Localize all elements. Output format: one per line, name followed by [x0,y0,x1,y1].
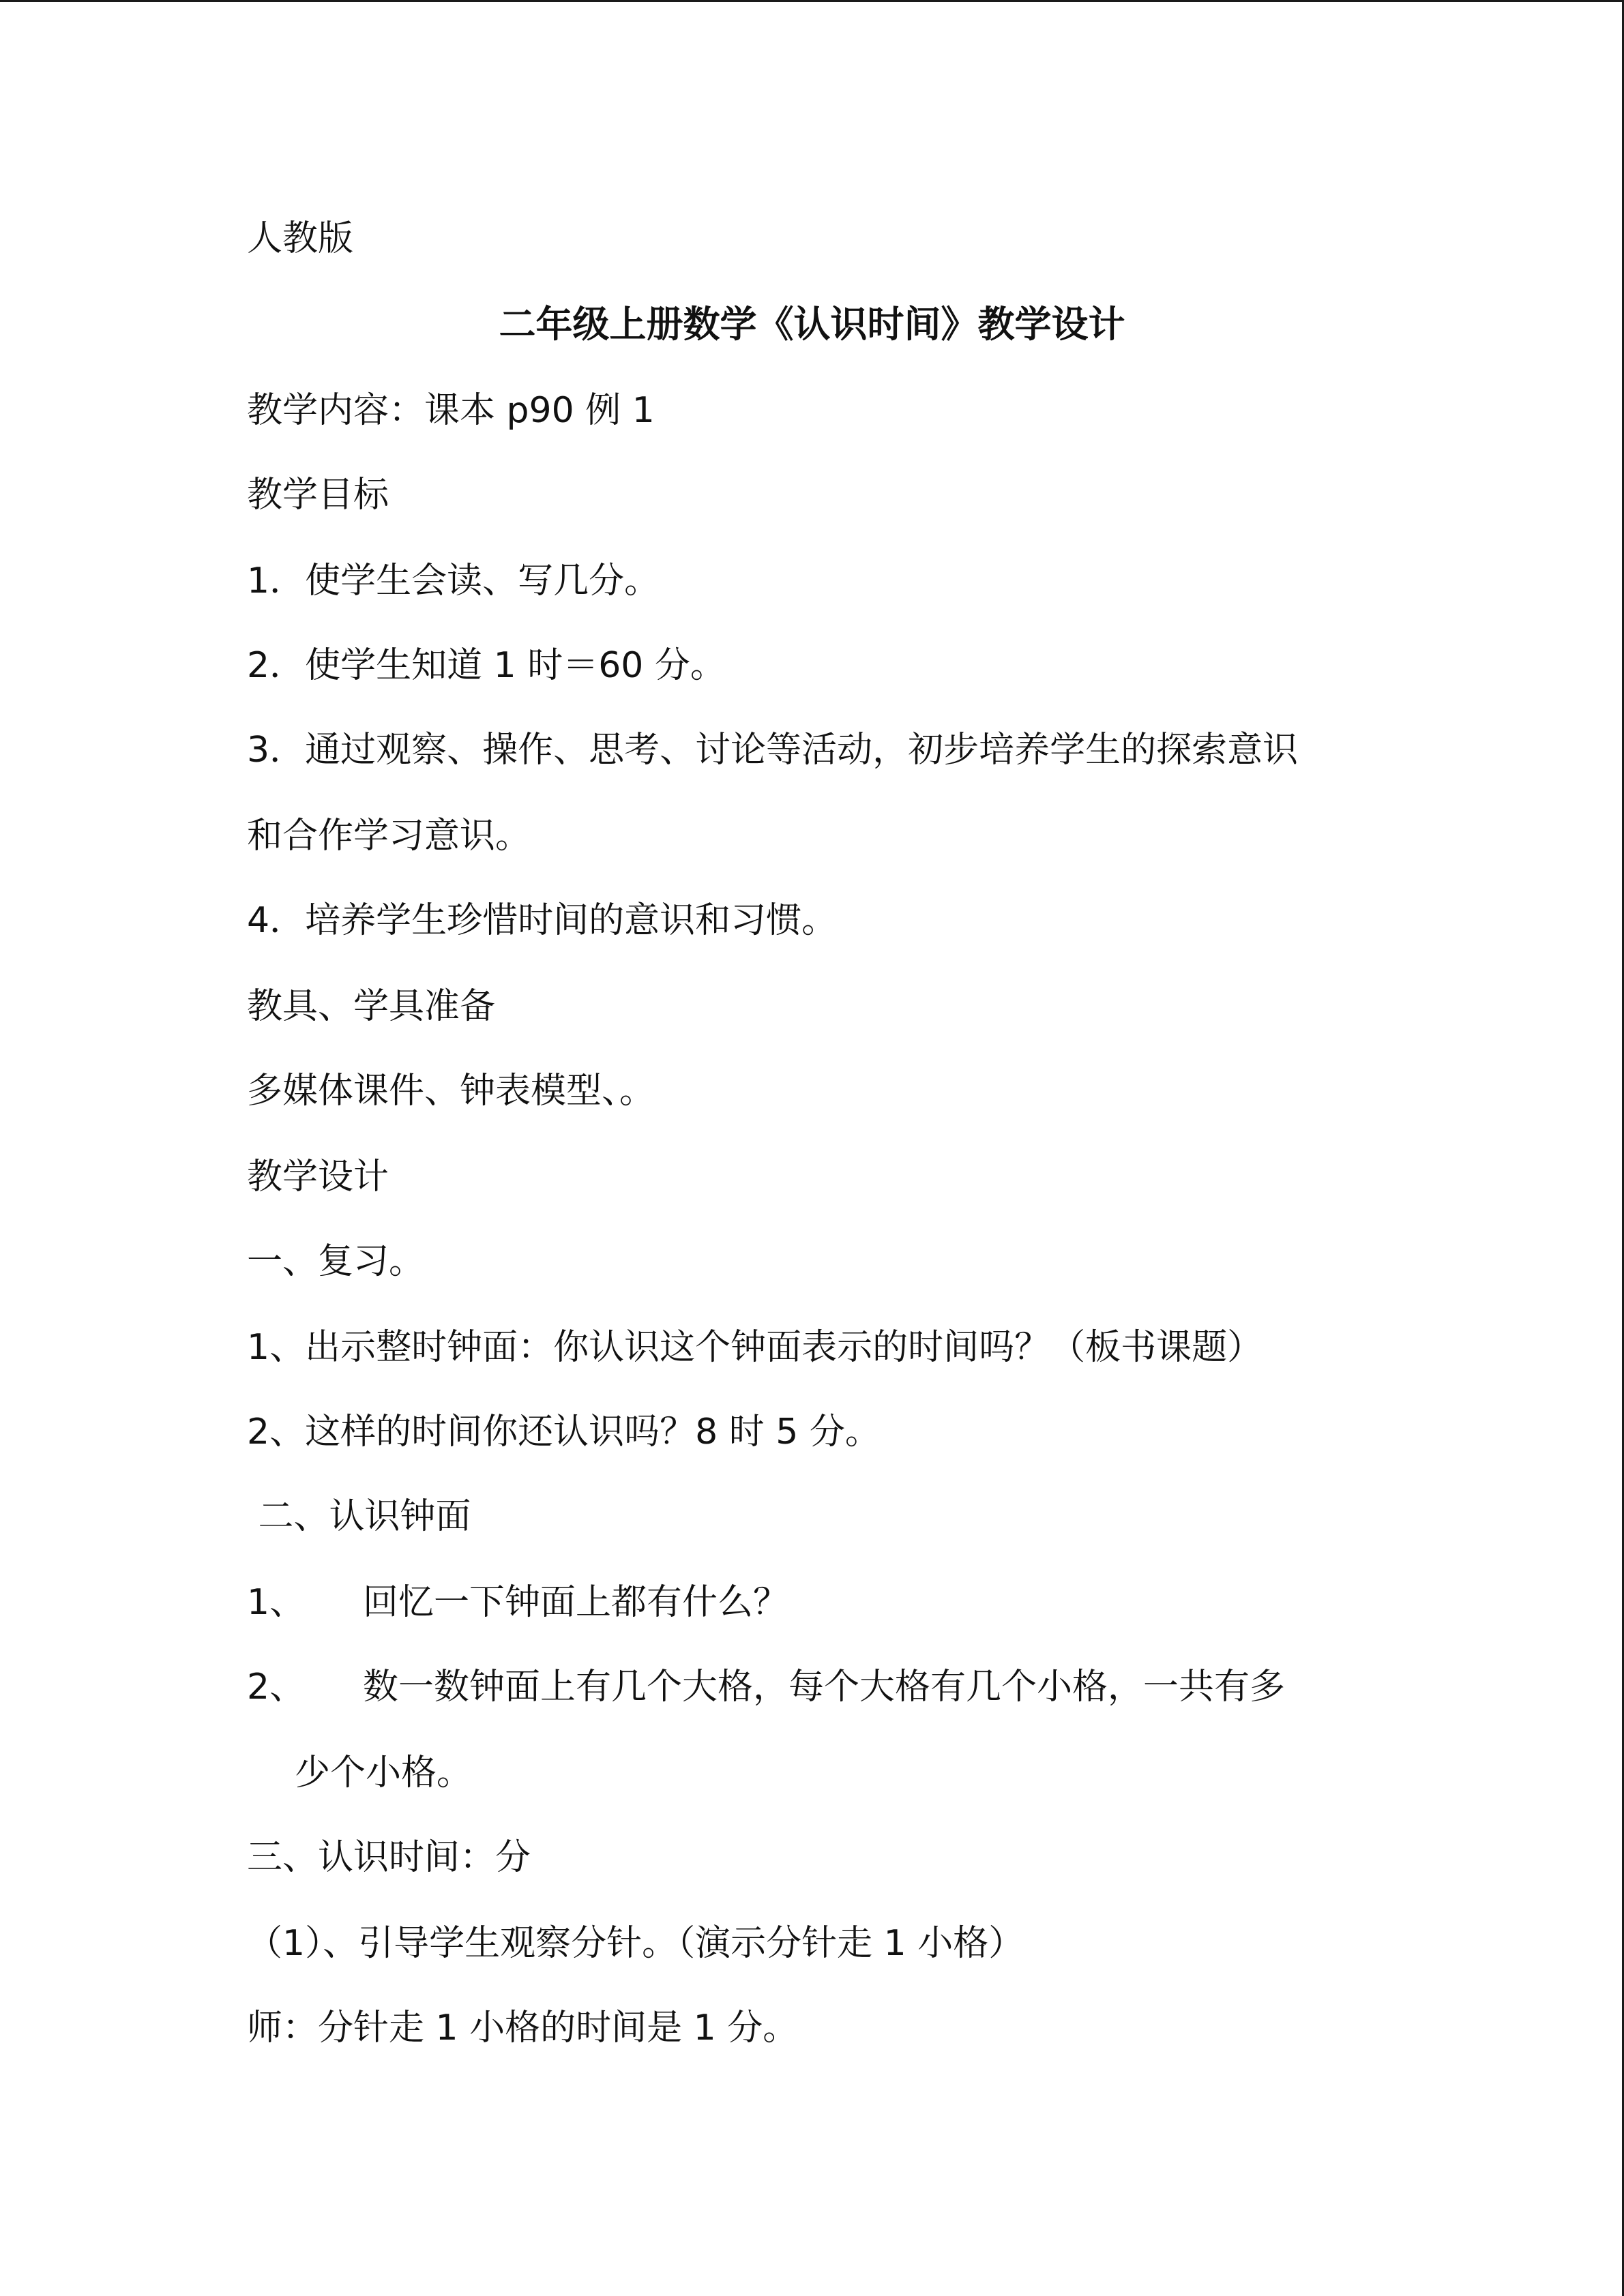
minute-item: 师：分针走 1 小格的时间是 1 分。 [247,2008,799,2048]
objective-item: 4．培养学生珍惜时间的意识和习惯。 [247,900,838,941]
design-heading: 教学设计 [247,1157,389,1197]
materials-text: 多媒体课件、钟表模型、。 [247,1071,655,1112]
clockface-item-text: 数一数钟面上有几个大格，每个大格有几个小格，一共有多 [363,1667,1286,1708]
section-clockface-heading: 二、认识钟面 [247,1496,471,1537]
clockface-item-number: 1、 [247,1582,306,1623]
clockface-item-number: 2、 [247,1667,306,1708]
minute-item: （1）、引导学生观察分针。（演示分针走 1 小格） [247,1923,1024,1964]
review-item: 2、这样的时间你还认识吗？8 时 5 分。 [247,1412,881,1452]
clockface-item-continuation: 少个小格。 [295,1753,473,1793]
objective-item: 1．使学生会读、写几分。 [247,561,660,601]
section-review-heading: 一、复习。 [247,1241,425,1282]
publisher-label: 人教版 [247,218,354,259]
objective-item-continuation: 和合作学习意识。 [247,816,531,856]
objectives-heading: 教学目标 [247,475,389,516]
materials-heading: 教具、学具准备 [247,986,496,1027]
teaching-content: 教学内容：课本 p90 例 1 [247,390,655,431]
section-minute-heading: 三、认识时间：分 [247,1837,531,1878]
objective-item: 3．通过观察、操作、思考、讨论等活动，初步培养学生的探索意识 [247,730,1299,771]
clockface-item [247,1581,788,1624]
review-item: 1、出示整时钟面：你认识这个钟面表示的时间吗？（板书课题） [247,1327,1263,1368]
objective-item: 2．使学生知道 1 时＝60 分。 [247,645,726,686]
page-top-border [0,0,1624,2]
document-title: 二年级上册数学《认识时间》教学设计 [499,303,1125,346]
clockface-item [247,1665,1285,1709]
clockface-item-text: 回忆一下钟面上都有什么？ [363,1582,789,1623]
